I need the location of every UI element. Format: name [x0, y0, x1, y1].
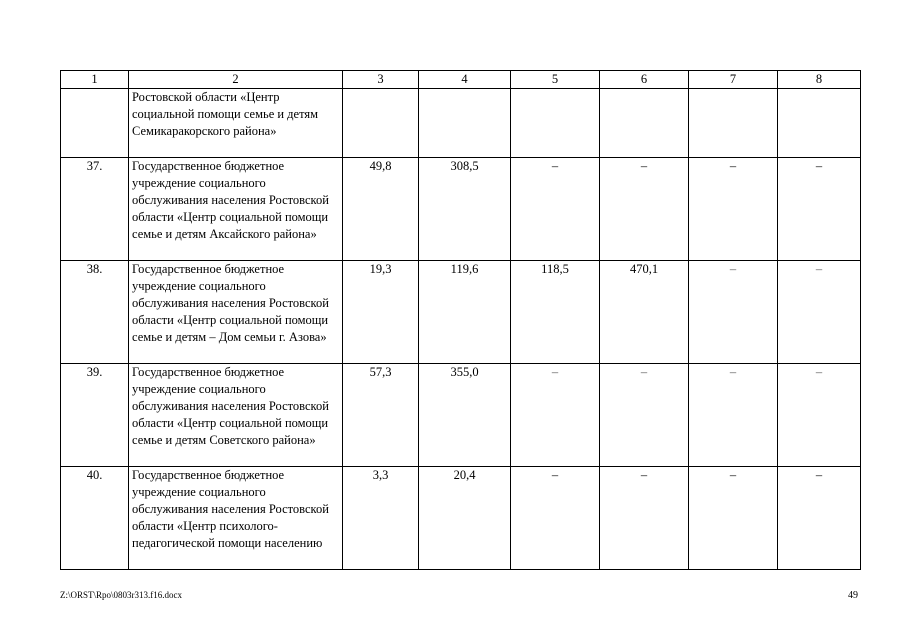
data-table — [60, 70, 861, 570]
institution-name: Государственное бюджетное учреждение социального обслуживания населения Ростовской области «Центр социальной помощи семье и детям Аксайского района» — [129, 158, 343, 261]
table-header-row — [61, 71, 861, 89]
cell-col4 — [419, 89, 511, 158]
institution-name: Государственное бюджетное учреждение социального обслуживания населения Ростовской области «Центр социальной помощи семье и детям Советского района» — [129, 364, 343, 467]
cell-col4: 308,5 — [419, 158, 511, 261]
footer-file-path: Z:\ORST\Rpo\0803r313.f16.docx — [60, 590, 182, 600]
cell-col6: – — [600, 467, 689, 570]
table-row — [61, 364, 861, 467]
column-header: 2 — [129, 71, 343, 89]
cell-col8 — [778, 89, 861, 158]
cell-col5: 118,5 — [511, 261, 600, 364]
table-row — [61, 158, 861, 261]
cell-col8: – — [778, 158, 861, 261]
institution-name: Государственное бюджетное учреждение социального обслуживания населения Ростовской области «Центр социальной помощи семье и детям – Дом семьи г. Азова» — [129, 261, 343, 364]
row-number: 39. — [61, 364, 129, 467]
cell-col5 — [511, 89, 600, 158]
table-row — [61, 261, 861, 364]
cell-col7: – — [689, 467, 778, 570]
column-header: 4 — [419, 71, 511, 89]
cell-col6 — [600, 89, 689, 158]
cell-col4: 355,0 — [419, 364, 511, 467]
cell-col4: 119,6 — [419, 261, 511, 364]
cell-col3: 19,3 — [343, 261, 419, 364]
cell-col8: – — [778, 467, 861, 570]
cell-col7: – — [689, 261, 778, 364]
cell-col7: – — [689, 364, 778, 467]
cell-col5: – — [511, 467, 600, 570]
cell-col6: 470,1 — [600, 261, 689, 364]
cell-col5: – — [511, 364, 600, 467]
cell-col7 — [689, 89, 778, 158]
cell-col5: – — [511, 158, 600, 261]
column-header: 8 — [778, 71, 861, 89]
column-header: 7 — [689, 71, 778, 89]
institution-name: Ростовской области «Центр социальной помощи семье и детям Семикаракорского района» — [129, 89, 343, 158]
row-number: 40. — [61, 467, 129, 570]
institution-name: Государственное бюджетное учреждение социального обслуживания населения Ростовской области «Центр психолого-педагогической помощи населению — [129, 467, 343, 570]
row-number: 38. — [61, 261, 129, 364]
cell-col3: 49,8 — [343, 158, 419, 261]
row-number — [61, 89, 129, 158]
cell-col3 — [343, 89, 419, 158]
column-header: 1 — [61, 71, 129, 89]
cell-col3: 57,3 — [343, 364, 419, 467]
cell-col6: – — [600, 158, 689, 261]
row-number: 37. — [61, 158, 129, 261]
cell-col8: – — [778, 261, 861, 364]
column-header: 6 — [600, 71, 689, 89]
table-row — [61, 467, 861, 570]
cell-col4: 20,4 — [419, 467, 511, 570]
cell-col8: – — [778, 364, 861, 467]
cell-col7: – — [689, 158, 778, 261]
cell-col3: 3,3 — [343, 467, 419, 570]
page-number: 49 — [848, 590, 858, 601]
column-header: 5 — [511, 71, 600, 89]
cell-col6: – — [600, 364, 689, 467]
table-row — [61, 89, 861, 158]
column-header: 3 — [343, 71, 419, 89]
